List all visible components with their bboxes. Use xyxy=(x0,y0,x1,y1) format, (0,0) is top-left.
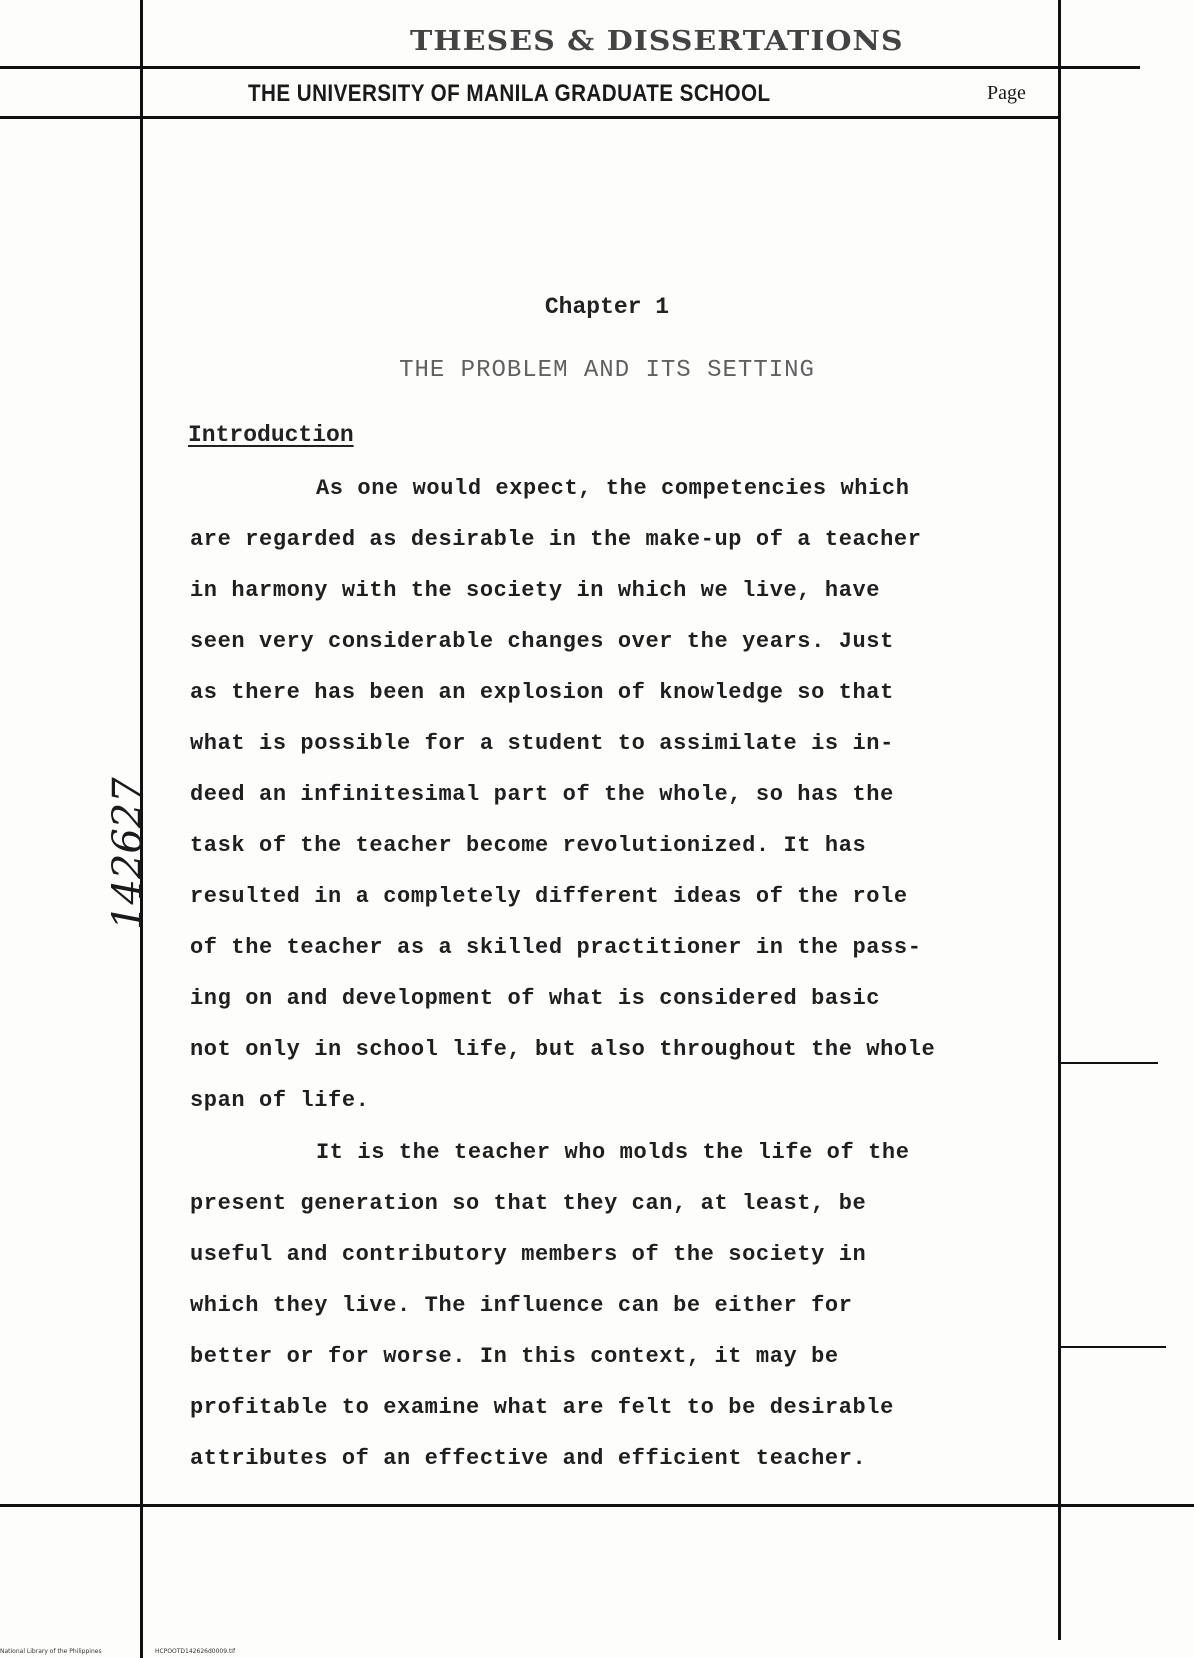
body-line: As one would expect, the competencies which xyxy=(316,476,910,501)
footer-library-credit: National Library of the Philippines xyxy=(0,1648,102,1655)
handwritten-margin-note: 142627 xyxy=(105,777,151,930)
chapter-subtitle-text: THE PROBLEM AND ITS SETTING xyxy=(399,357,815,384)
body-line: not only in school life, but also throughout the whole xyxy=(190,1037,936,1062)
bottom-rule xyxy=(0,1504,1194,1507)
body-line: useful and contributory members of the society in xyxy=(190,1242,867,1267)
body-line: attributes of an effective and efficient teacher. xyxy=(190,1446,867,1471)
body-line: better or for worse. In this context, it may be xyxy=(190,1344,839,1369)
body-line: present generation so that they can, at least, be xyxy=(190,1191,867,1216)
header-rule xyxy=(0,116,1061,119)
body-line: as there has been an explosion of knowledge so that xyxy=(190,680,894,705)
top-rule xyxy=(0,66,1140,69)
chapter-subtitle xyxy=(0,357,1194,384)
body-line: resulted in a completely different ideas of the role xyxy=(190,884,908,909)
school-name: THE UNIVERSITY OF MANILA GRADUATE SCHOOL xyxy=(248,80,771,107)
theses-stamp: THESES & DISSERTATIONS xyxy=(410,25,904,58)
body-line: It is the teacher who molds the life of the xyxy=(316,1140,910,1165)
side-tick-rule xyxy=(1058,1346,1166,1348)
chapter-title xyxy=(0,294,1194,320)
page-label: Page xyxy=(987,82,1026,104)
body-line: which they live. The influence can be either for xyxy=(190,1293,853,1318)
right-margin-rule xyxy=(1058,0,1061,1640)
body-line: deed an infinitesimal part of the whole, so has the xyxy=(190,782,894,807)
body-line: seen very considerable changes over the years. Just xyxy=(190,629,894,654)
body-line: in harmony with the society in which we live, have xyxy=(190,578,881,603)
body-line: ing on and development of what is considered basic xyxy=(190,986,881,1011)
side-tick-rule xyxy=(1058,1062,1158,1064)
body-line: are regarded as desirable in the make-up of a teacher xyxy=(190,527,922,552)
section-heading: Introduction xyxy=(188,422,354,448)
footer-file-name: HCPOOTD142626d0009.tif xyxy=(155,1648,236,1655)
body-line: span of life. xyxy=(190,1088,370,1113)
body-line: of the teacher as a skilled practitioner in the pass- xyxy=(190,935,922,960)
body-line: task of the teacher become revolutionized. It has xyxy=(190,833,867,858)
chapter-title-text: Chapter 1 xyxy=(544,294,670,320)
body-line: profitable to examine what are felt to be desirable xyxy=(190,1395,894,1420)
body-line: what is possible for a student to assimilate is in- xyxy=(190,731,894,756)
